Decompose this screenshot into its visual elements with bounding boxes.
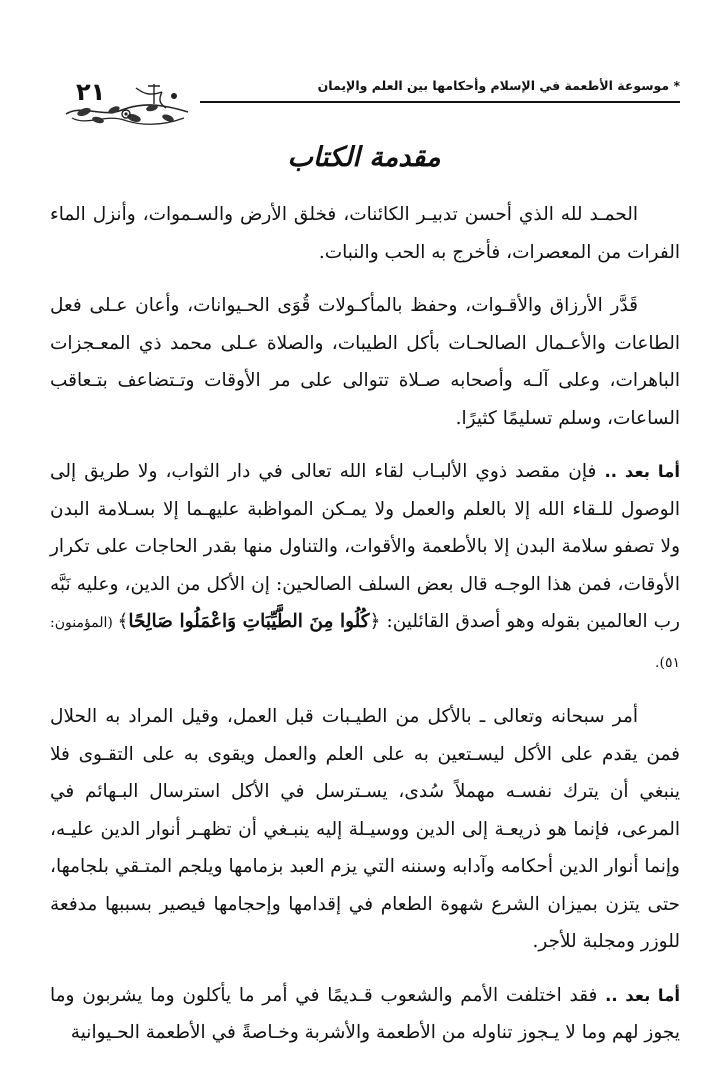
paragraph bbox=[50, 453, 680, 682]
paragraph bbox=[50, 196, 680, 271]
quran-bracket-open: ﴿ bbox=[369, 611, 381, 632]
page-number: ٢١ bbox=[76, 78, 106, 106]
quran-bracket-close: ﴾ bbox=[117, 611, 129, 632]
chapter-title: مقدمة الكتاب bbox=[287, 142, 441, 173]
paragraph-text: أمر سبحانه وتعالى ـ بالأكل من الطيـبات قبل العمل، وقيل المراد به الحلال فمن يقدم على الأكل ليسـتعين به على العلم والعمل ويقوى به على التقـوى فلا ينبغي أن يترك نفسـه مهملاً سُدى، يسـترسل في الأكل استرسال البـهائم في المرعى، فإنما هو ذريعـة إلى الدين ووسيـلة إليه ينبـغي أن تظهـر أنوار الدين عليـه، وإنما أنوار الدين أحكامه وآدابه وسننه التي يزم العبد بزمامها ويلجم المتـقي بلجامها، حتى يتزن بميزان الشرع شهوة الطعام في إقدامها وإحجامها فيصير بسببها مدفعة للوزر ومجلبة للأجر. bbox=[50, 706, 680, 952]
header-rule bbox=[200, 101, 680, 103]
page-number-block bbox=[62, 74, 192, 134]
quran-verse: كُلُوا مِنَ الطَّيِّبَاتِ وَاعْمَلُوا صَالِحًا bbox=[128, 611, 370, 632]
paragraph-lead: أما بعد .. bbox=[605, 985, 680, 1005]
body-text bbox=[50, 196, 680, 1068]
verse-reference: (المؤمنون: ٥١). bbox=[50, 615, 680, 671]
paragraph-text: الحمـد لله الذي أحسن تدبيـر الكائنات، فخلق الأرض والسـموات، وأنزل الماء الفرات من المعصرات، فأخرج به الحب والنبات. bbox=[50, 204, 680, 263]
paragraph-text: فإن مقصد ذوي الألبـاب لقاء الله تعالى في دار الثواب، ولا طريق إلى الوصول للـقاء الله إلا بالعلم والعمل ولا يمـكن المواظبة عليهـما إلا بسـلامة البدن ولا تصفو سلامة البدن إلا بالأطعمة والأقوات، والتناول منها بقدر الحاجات على تكرار الأوقات، فمن هذا الوجـه قال بعض السلف الصالحين: إن الأكل من الدين، وعليه نَبَّه رب العالمين بقوله وهو أصدق القائلين: bbox=[50, 461, 680, 632]
paragraph-text: قَدَّر الأرزاق والأقـوات، وحفظ بالمأكـولات قُوَى الحـيوانات، وأعان عـلى فعل الطاعات والأعـمال الصالحـات بأكل الطيبات، والصلاة عـلى محمد ذي المعـجزات الباهرات، وعلى آلـه وأصحابه صـلاة تتوالى على مر الأوقات وتـتضاعف بتـعاقب الساعات، وسلم تسليمًا كثيرًا. bbox=[50, 295, 680, 429]
paragraph bbox=[50, 977, 680, 1052]
paragraph bbox=[50, 287, 680, 437]
paragraph bbox=[50, 698, 680, 961]
paragraph-lead: أما بعد .. bbox=[604, 462, 680, 481]
paragraph-text: فقد اختلفت الأمم والشعوب قـديمًا في أمر ما يأكلون وما يشربون وما يجوز لهم وما لا يـجوز تناوله من الأطعمة والأشربة وخـاصةً في الأطعمة الحـيوانية bbox=[50, 984, 680, 1043]
running-header: * موسوعة الأطعمة في الإسلام وأحكامها بين العلم والإيمان bbox=[317, 78, 680, 93]
